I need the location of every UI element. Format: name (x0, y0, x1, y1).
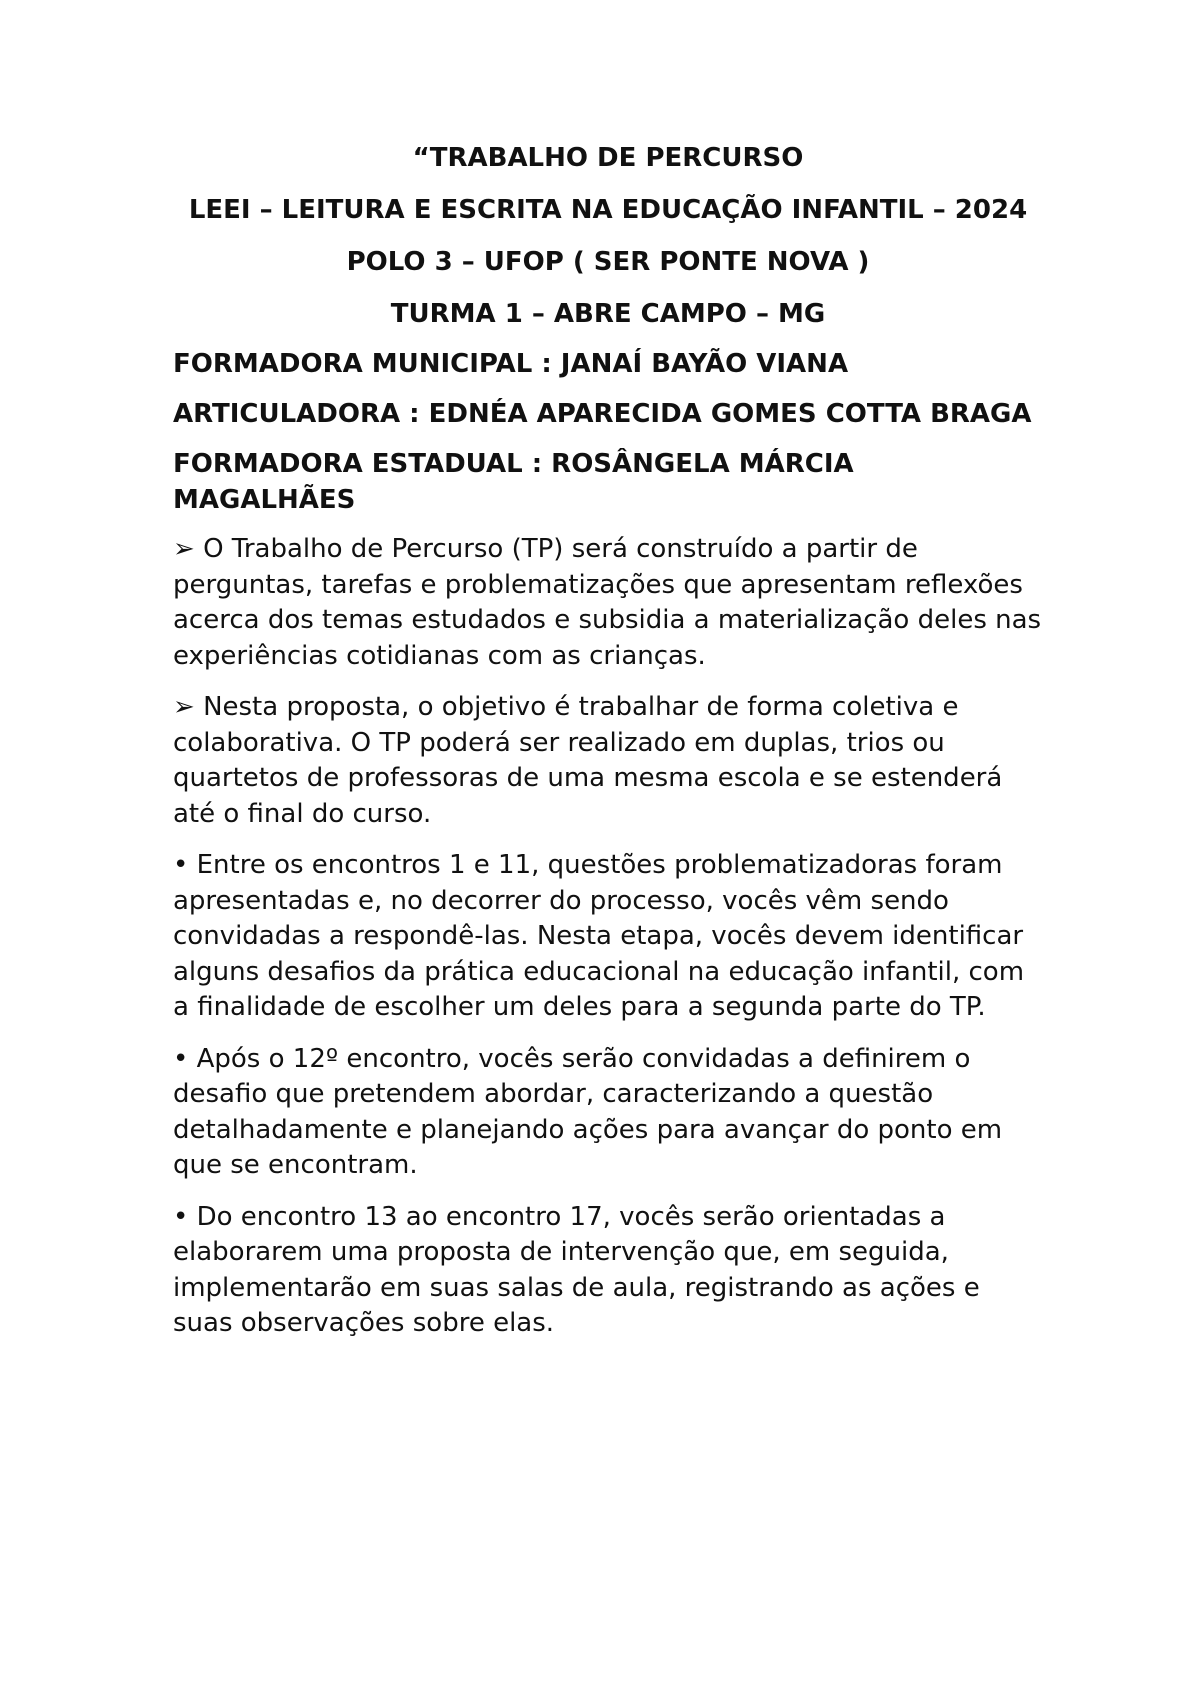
dot-bullet-icon: • (173, 1201, 189, 1232)
document-title: “TRABALHO DE PERCURSO (412, 143, 804, 173)
staff-formadora-municipal: FORMADORA MUNICIPAL : JANAÍ BAYÃO VIANA (173, 349, 849, 379)
course-title: LEEI – LEITURA E ESCRITA NA EDUCAÇÃO INFANTIL – 2024 (188, 195, 1028, 225)
paragraph-text: O Trabalho de Percurso (TP) será construído a partir de perguntas, tarefas e problematizações que apresentam reflexões acerca dos temas estudados e subsidia a materialização deles nas experiências cotidianas com as crianças. (173, 534, 1042, 671)
document-page (173, 140, 1043, 1358)
paragraph-2 (173, 690, 1043, 832)
staff-list (173, 346, 1043, 518)
arrow-bullet-icon: ➢ (173, 534, 195, 564)
paragraph-text: Nesta proposta, o objetivo é trabalhar de forma coletiva e colaborativa. O TP poderá ser realizado em duplas, trios ou quartetos de professoras de uma mesma escola e se estenderá até o final do curso. (173, 692, 1003, 829)
dot-bullet-icon: • (173, 1043, 189, 1074)
polo-line: POLO 3 – UFOP ( SER PONTE NOVA ) (346, 247, 870, 277)
paragraph-4 (173, 1042, 1043, 1184)
turma-line: TURMA 1 – ABRE CAMPO – MG (390, 299, 826, 329)
document-header (173, 140, 1043, 332)
staff-formadora-estadual: FORMADORA ESTADUAL : ROSÂNGELA MÁRCIA MAGALHÃES (173, 449, 854, 515)
arrow-bullet-icon: ➢ (173, 692, 195, 722)
paragraph-1 (173, 532, 1043, 674)
paragraph-text: Entre os encontros 1 e 11, questões problematizadoras foram apresentadas e, no decorrer do processo, vocês vêm sendo convidadas a respondê-las. Nesta etapa, vocês devem identificar alguns desafios da prática educacional na educação infantil, com a finalidade de escolher um deles para a segunda parte do TP. (173, 850, 1025, 1022)
paragraph-3 (173, 848, 1043, 1026)
dot-bullet-icon: • (173, 850, 189, 880)
paragraph-5 (173, 1200, 1043, 1342)
paragraph-text: Do encontro 13 ao encontro 17, vocês serão orientadas a elaborarem uma proposta de intervenção que, em seguida, implementarão em suas salas de aula, registrando as ações e suas observações sobre elas. (173, 1201, 980, 1338)
body-paragraphs (173, 532, 1043, 1342)
staff-articuladora: ARTICULADORA : EDNÉA APARECIDA GOMES COTTA BRAGA (173, 399, 1032, 429)
paragraph-text: Após o 12º encontro, vocês serão convidadas a definirem o desafio que pretendem abordar, caracterizando a questão detalhadamente e planejando ações para avançar do ponto em que se encontram. (173, 1043, 1003, 1180)
